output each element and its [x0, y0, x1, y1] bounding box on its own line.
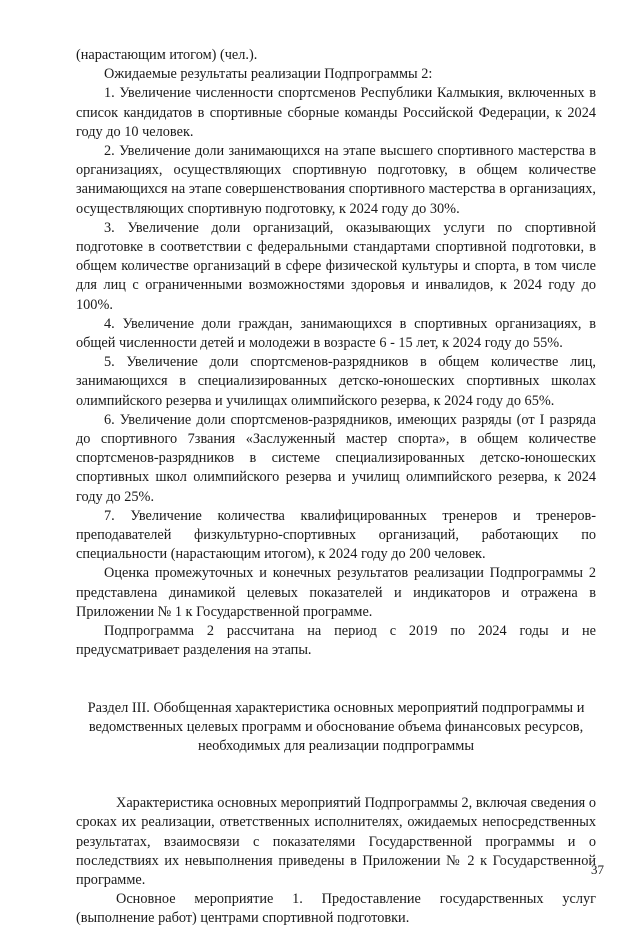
paragraph-item-5: 5. Увеличение доли спортсменов-разрядников в общем количестве лиц, занимающихся в специализированных детско-юношеских спортивных школах олимпийского резерва и училищах олимпийского резерва, к 2024 году до 65%.: [76, 354, 596, 409]
document-body: [76, 46, 596, 929]
section-title: Раздел III. Обобщенная характеристика основных мероприятий подпрограммы и ведомственных целевых программ и обоснование объема финансовых ресурсов, необходимых для реализации подпрограммы: [87, 699, 585, 754]
paragraph-item-1: 1. Увеличение численности спортсменов Республики Калмыкия, включенных в список кандидатов в спортивные сборные команды Российской Федерации, к 2024 году до 10 человек.: [76, 85, 596, 140]
paragraph-period: Подпрограмма 2 рассчитана на период с 2019 по 2024 годы и не предусматривает разделения на этапы.: [76, 623, 596, 659]
paragraph-assessment: Оценка промежуточных и конечных результатов реализации Подпрограммы 2 представлена динамикой целевых показателей и индикаторов и отражена в Приложении № 1 к Государственной программе.: [76, 565, 596, 620]
paragraph-characteristics: Характеристика основных мероприятий Подпрограммы 2, включая сведения о сроках их реализации, ответственных исполнителях, ожидаемых непосредственных результатах, взаимосвязи с показателями Государственной программы и о последствиях их невыполнения приведены в Приложении № 2 к Государственной программе.: [76, 795, 596, 888]
paragraph-continuation: (нарастающим итогом) (чел.).: [76, 47, 258, 63]
paragraph-item-4: 4. Увеличение доли граждан, занимающихся в спортивных организациях, в общей численности детей и молодежи в возрасте 6 - 15 лет, к 2024 году до 55%.: [76, 315, 596, 352]
paragraph-item-7: 7. Увеличение количества квалифицированных тренеров и тренеров-преподавателей физкультурно-спортивных организаций, работающих по специальности (нарастающим итогом), к 2024 году до 200 человек.: [76, 507, 596, 563]
paragraph-item-3: 3. Увеличение доли организаций, оказывающих услуги по спортивной подготовке в соответствии с федеральными стандартами спортивной подготовки, в общем количестве организаций в сфере физической культуры и спорта, в том числе для лиц с ограниченными возможностями здоровья и инвалидов, к 2024 году до 100%.: [76, 219, 596, 313]
paragraph-item-2: 2. Увеличение доли занимающихся на этапе высшего спортивного мастерства в организациях, осуществляющих спортивную подготовку, в общем количестве занимающихся на этапе совершенствования спортивного мастерства в организациях, осуществляющих спортивную подготовку, к 2024 году до 30%.: [76, 143, 596, 217]
page-number: 37: [591, 862, 604, 877]
paragraph-item-6: 6. Увеличение доли спортсменов-разрядников, имеющих разряды (от I разряда до спортивного 7звания «Заслуженный мастер спорта», в общем количестве спортсменов-разрядников в системе специализированных детско-юношеских спортивных школ олимпийского резерва и училищ олимпийского резерва, к 2024 году до 25%.: [76, 411, 596, 505]
paragraph-expected-results: Ожидаемые результаты реализации Подпрограммы 2:: [104, 66, 433, 83]
paragraph-main-activity-1: Основное мероприятие 1. Предоставление государственных услуг (выполнение работ) центрами спортивной подготовки.: [76, 891, 596, 927]
